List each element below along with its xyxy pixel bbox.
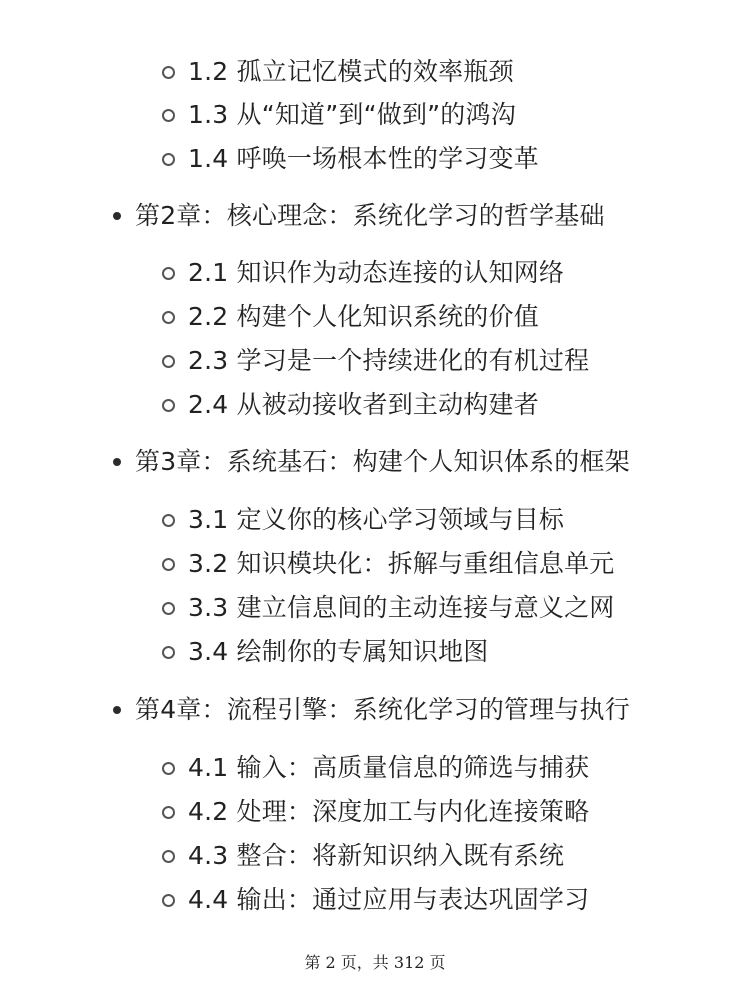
toc-section-item bbox=[188, 95, 516, 135]
toc-section-item bbox=[188, 748, 589, 788]
toc-section-label: 2.3 学习是一个持续进化的有机过程 bbox=[188, 346, 590, 375]
toc-section-item bbox=[188, 836, 564, 876]
toc-section-item bbox=[188, 544, 615, 584]
toc-section-label: 2.4 从被动接收者到主动构建者 bbox=[188, 390, 539, 419]
toc-section-item bbox=[188, 880, 589, 920]
hollow-bullet-icon bbox=[162, 399, 175, 412]
hollow-bullet-icon bbox=[162, 894, 175, 907]
toc-chapter-label: 第3章：系统基石：构建个人知识体系的框架 bbox=[135, 447, 630, 476]
hollow-bullet-icon bbox=[162, 267, 175, 280]
toc-section-label: 4.4 输出：通过应用与表达巩固学习 bbox=[188, 885, 590, 914]
toc-section-item bbox=[188, 139, 539, 179]
toc-section-item bbox=[188, 253, 564, 293]
toc-section-item bbox=[188, 588, 615, 628]
toc-section-item bbox=[188, 632, 489, 672]
toc-chapter-item bbox=[135, 690, 630, 730]
toc-section-label: 3.1 定义你的核心学习领域与目标 bbox=[188, 505, 565, 534]
hollow-bullet-icon bbox=[162, 514, 175, 527]
solid-bullet-icon bbox=[113, 706, 121, 714]
hollow-bullet-icon bbox=[162, 762, 175, 775]
toc-section-label: 4.1 输入：高质量信息的筛选与捕获 bbox=[188, 753, 590, 782]
hollow-bullet-icon bbox=[162, 109, 175, 122]
toc-section-label: 4.2 处理：深度加工与内化连接策略 bbox=[188, 797, 590, 826]
page-number-footer: 第 2 页，共 312 页 bbox=[304, 953, 446, 972]
toc-section-item bbox=[188, 792, 589, 832]
hollow-bullet-icon bbox=[162, 646, 175, 659]
solid-bullet-icon bbox=[113, 212, 121, 220]
hollow-bullet-icon bbox=[162, 66, 175, 79]
hollow-bullet-icon bbox=[162, 558, 175, 571]
toc-section-label: 1.2 孤立记忆模式的效率瓶颈 bbox=[188, 57, 514, 86]
hollow-bullet-icon bbox=[162, 311, 175, 324]
toc-section-label: 3.2 知识模块化：拆解与重组信息单元 bbox=[188, 549, 615, 578]
toc-chapter-label: 第2章：核心理念：系统化学习的哲学基础 bbox=[135, 201, 605, 230]
toc-section-item bbox=[188, 52, 514, 92]
toc-section-item bbox=[188, 385, 539, 425]
toc-section-item bbox=[188, 297, 539, 337]
toc-section-label: 1.3 从“知道”到“做到”的鸿沟 bbox=[188, 100, 516, 129]
hollow-bullet-icon bbox=[162, 153, 175, 166]
hollow-bullet-icon bbox=[162, 355, 175, 368]
toc-section-label: 1.4 呼唤一场根本性的学习变革 bbox=[188, 144, 539, 173]
hollow-bullet-icon bbox=[162, 806, 175, 819]
toc-chapter-label: 第4章：流程引擎：系统化学习的管理与执行 bbox=[135, 695, 630, 724]
toc-section-label: 2.1 知识作为动态连接的认知网络 bbox=[188, 258, 565, 287]
toc-chapter-item bbox=[135, 196, 605, 236]
toc-chapter-item bbox=[135, 442, 630, 482]
toc-section-label: 2.2 构建个人化知识系统的价值 bbox=[188, 302, 539, 331]
hollow-bullet-icon bbox=[162, 850, 175, 863]
solid-bullet-icon bbox=[113, 458, 121, 466]
toc-section-label: 4.3 整合：将新知识纳入既有系统 bbox=[188, 841, 565, 870]
hollow-bullet-icon bbox=[162, 602, 175, 615]
toc-section-label: 3.3 建立信息间的主动连接与意义之网 bbox=[188, 593, 615, 622]
toc-section-item bbox=[188, 500, 564, 540]
toc-section-item bbox=[188, 341, 589, 381]
toc-section-label: 3.4 绘制你的专属知识地图 bbox=[188, 637, 489, 666]
